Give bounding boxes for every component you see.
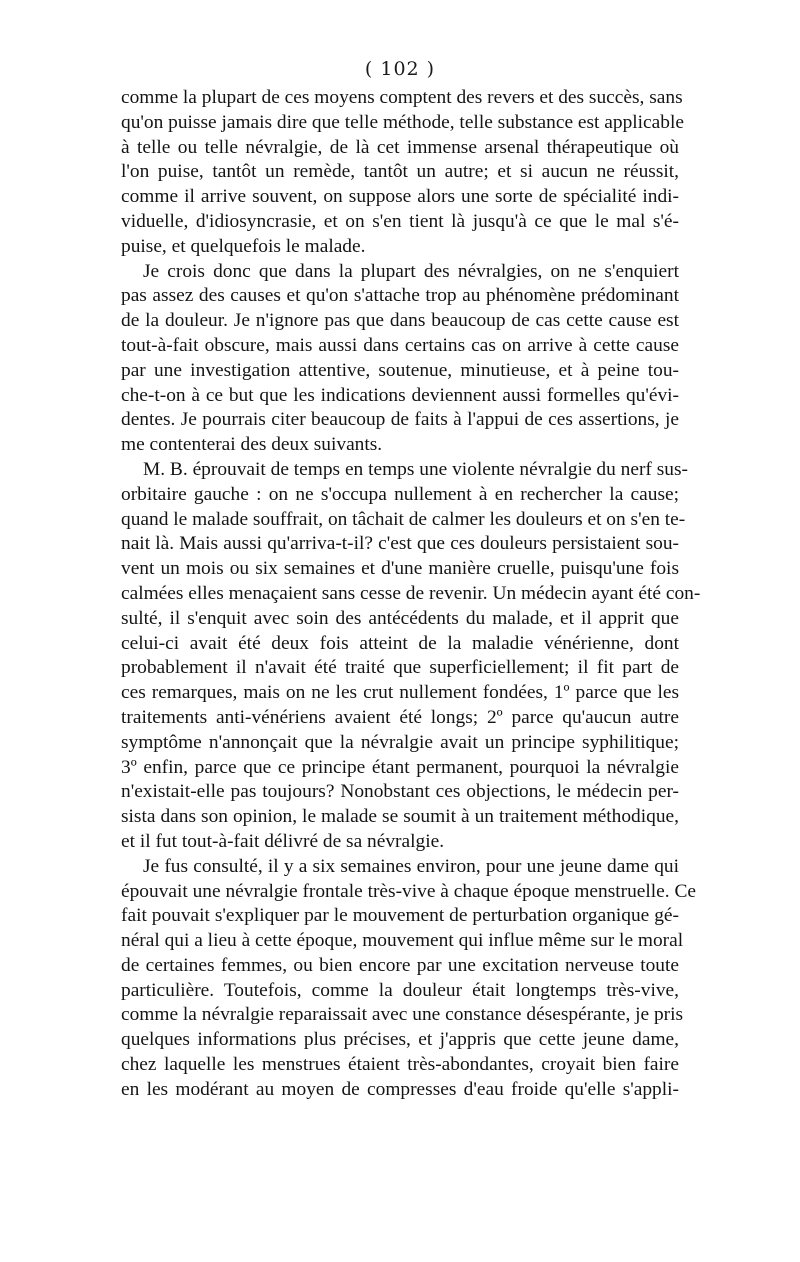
text-line: Je crois donc que dans la plupart des névralgies, on ne s'enquiert [143, 260, 679, 282]
text-line: par une investigation attentive, soutenue, minutieuse, et à peine tou- [121, 359, 679, 381]
text-line: sulté, il s'enquit avec soin des antécédents du malade, et il apprit que [121, 607, 679, 629]
text-line: épouvait une névralgie frontale très-vive à chaque époque menstruelle. Ce [121, 880, 697, 902]
text-line: 3º enfin, parce que ce principe étant permanent, pourquoi la névralgie [121, 756, 679, 778]
page-number: ( 102 ) [364, 58, 436, 80]
text-line: quelques informations plus précises, et j'appris que cette jeune dame, [121, 1029, 679, 1051]
text-line: et il fut tout-à-fait délivré de sa névralgie. [121, 830, 445, 852]
text-line: néral qui a lieu à cette époque, mouvement qui influe même sur le moral [121, 930, 684, 952]
text-line: ces remarques, mais on ne les crut nullement fondées, 1º parce que les [121, 682, 679, 704]
text-line: che-t-on à ce but que les indications deviennent aussi formelles qu'évi- [121, 384, 679, 406]
text-line: traitements anti-vénériens avaient été longs; 2º parce qu'aucun autre [121, 706, 679, 728]
text-line: fait pouvait s'expliquer par le mouvement de perturbation organique gé- [121, 905, 679, 927]
text-line: quand le malade souffrait, on tâchait de calmer les douleurs et on s'en te- [121, 508, 686, 530]
text-line: Je fus consulté, il y a six semaines environ, pour une jeune dame qui [143, 855, 679, 877]
body-text [121, 86, 701, 1103]
text-line: de la douleur. Je n'ignore pas que dans beaucoup de cas cette cause est [121, 310, 679, 332]
text-line: nait là. Mais aussi qu'arriva-t-il? c'est que ces douleurs persistaient sou- [121, 533, 679, 555]
text-line: pas assez des causes et qu'on s'attache trop au phénomène prédominant [121, 285, 679, 307]
text-line: tout-à-fait obscure, mais aussi dans certains cas on arrive à cette cause [121, 334, 679, 356]
text-line: chez laquelle les menstrues étaient très-abondantes, croyait bien faire [121, 1054, 679, 1076]
text-line: vent un mois ou six semaines et d'une manière cruelle, puisqu'une fois [121, 558, 679, 580]
text-line: dentes. Je pourrais citer beaucoup de faits à l'appui de ces assertions, je [121, 409, 679, 431]
text-line: à telle ou telle névralgie, de là cet immense arsenal thérapeutique où [121, 136, 679, 158]
text-line: n'existait-elle pas toujours? Nonobstant ces objections, le médecin per- [121, 781, 679, 803]
text-line: probablement il n'avait été traité que superficiellement; il fit part de [121, 657, 679, 679]
text-line: qu'on puisse jamais dire que telle méthode, telle substance est applicable [121, 111, 684, 133]
text-line: symptôme n'annonçait que la névralgie avait un principe syphilitique; [121, 731, 679, 753]
text-line: en les modérant au moyen de compresses d'eau froide qu'elle s'appli- [121, 1078, 679, 1100]
text-line: puise, et quelquefois le malade. [121, 235, 366, 257]
text-line: comme la plupart de ces moyens comptent des revers et des succès, sans [121, 87, 683, 108]
text-line: sista dans son opinion, le malade se soumit à un traitement méthodique, [121, 806, 679, 828]
text-line: comme la névralgie reparaissait avec une constance désespérante, je pris [121, 1004, 684, 1026]
text-line: calmées elles menaçaient sans cesse de revenir. Un médecin ayant été con- [121, 582, 701, 604]
text-line: celui-ci avait été deux fois atteint de la maladie vénérienne, dont [121, 632, 679, 654]
text-line: M. B. éprouvait de temps en temps une violente névralgie du nerf sus- [143, 458, 688, 480]
text-line: particulière. Toutefois, comme la douleur était longtemps très-vive, [121, 979, 679, 1001]
text-line: l'on puise, tantôt un remède, tantôt un autre; et si aucun ne réussit, [121, 161, 679, 183]
text-line: comme il arrive souvent, on suppose alors une sorte de spécialité indi- [121, 186, 679, 208]
text-line: orbitaire gauche : on ne s'occupa nullement à en rechercher la cause; [121, 483, 679, 505]
text-line: de certaines femmes, ou bien encore par une excitation nerveuse toute [121, 954, 679, 976]
text-line: me contenterai des deux suivants. [121, 434, 383, 456]
text-line: viduelle, d'idiosyncrasie, et on s'en tient là jusqu'à ce que le mal s'é- [121, 210, 679, 232]
